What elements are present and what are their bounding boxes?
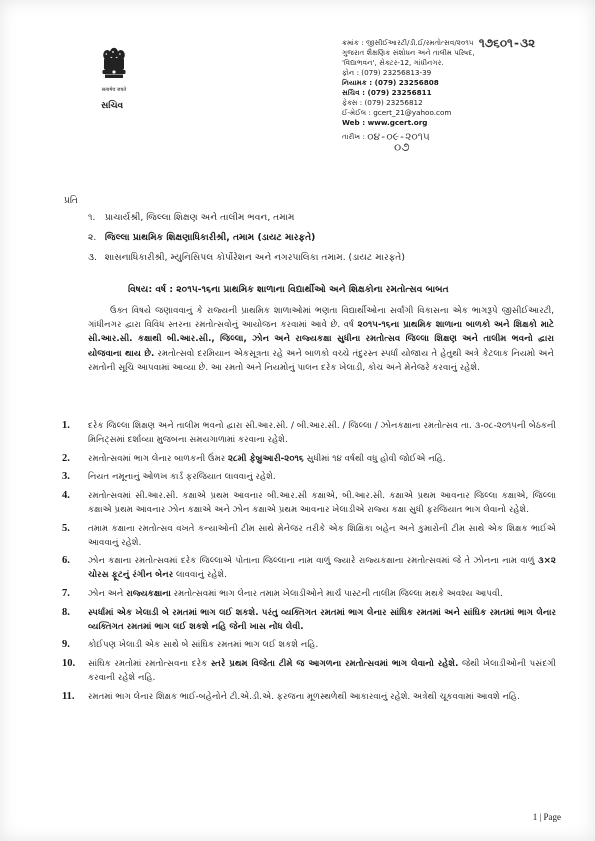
rule-item: [62, 452, 556, 466]
rule-item: [62, 522, 556, 550]
rule-text: સુધીમાં ૧૪ વર્ષથી વધુ હોવી જોઈએ નહિ.: [303, 453, 446, 464]
rule-text: રમતોત્સવમાં ભાગ લેનાર તમામ ખેલાડીઓને માર્ચ પાસ્ટની તાલીમ જિલ્લા મથકે અવશ્ય આપવી.: [170, 588, 503, 599]
intro-text: ઉક્ત વિષયે જણાવવાનું કે રાજ્યની પ્રાથમિક શાળાઓમાં ભણતા વિદ્યાર્થીઓના સર્વાંગી વિકાસના એક ભાગરૂપે જીસીઈઆરટી, ગાંધીનગર દ્વારા વિવિધ સ્તરના રમતોત્સવોનું આયોજન કરવામાં આવે છે. વર્ષ: [88, 306, 554, 331]
rule-item: [62, 489, 556, 517]
address-line: 'વિદ્યાભવન', સેક્ટર-12, ગાંધીનગર.: [342, 58, 444, 67]
to-label: પ્રતિ: [64, 196, 78, 206]
rule-item: [62, 638, 556, 652]
recipient-text: પ્રાચાર્યશ્રી, જિલ્લા શિક્ષણ અને તાલીમ ભવન, તમામ: [104, 212, 295, 223]
rule-number: 5.: [62, 522, 70, 534]
rule-bold-text: ૩×૨ ચોરસ ફૂટનું રંગીન બેનર: [88, 556, 556, 581]
rule-text: કોઈપણ ખેલાડી એક સાથે બે સાંઘિક રમતમાં ભાગ લઈ શકશે નહિ.: [88, 640, 319, 651]
rule-number: 1.: [62, 420, 70, 431]
rules-list: [62, 419, 556, 708]
rule-number: 4.: [62, 489, 70, 501]
rule-text: ઝોન અને: [88, 588, 127, 599]
rule-number: 11.: [62, 690, 75, 702]
rule-bold-text: સ્તરે પ્રથમ વિજેતા ટીમે જ આગળના રમતોત્સવમાં ભાગ લેવાનો રહેશે.: [210, 658, 459, 669]
contact-line: નિયામક : (079) 23256808: [342, 78, 439, 87]
rule-text: રમતોત્સવમાં સી.આર.સી. કક્ષાએ પ્રથમ આવનાર બી.આર.સી કક્ષાએ, બી.આર.સી. કક્ષાએ પ્રથમ આવનાર જિલ્લા કક્ષાએ, જિલ્લા કક્ષાએ પ્રથમ આવનાર ઝોન કક્ષાએ અને ઝોન કક્ષાએ પ્રથમ આવનાર ખેલાડીએ રાજ્ય કક્ષા સુધી ફરજિયાત ભાગ લેવાનો રહેશે.: [88, 490, 556, 515]
address-line: ગુજરાત શૈક્ષણિક સંશોધન અને તાલીમ પરિષદ,: [342, 48, 475, 57]
rule-item: [62, 657, 556, 685]
rule-text: જેથી ખેલાડીઓની પસંદગી કરવાની રહેશે નહિ.: [88, 658, 557, 683]
rule-text: લાવવાનું રહેશે.: [173, 570, 227, 581]
rule-number: 7.: [62, 587, 70, 599]
recipient-number: ૩.: [88, 252, 98, 263]
ashoka-emblem-icon: [99, 44, 129, 86]
intro-bold-text: ૨૦૧૫-૧૬ના પ્રાથમિક શાળાના બાળકો અને શિક્ષકો માટે સી.આર.સી. કક્ષાથી બી.આર.સી., જિલ્લા, ઝોન અને રાજ્યકક્ષા સુધીના રમતોત્સવ જિલ્લા શિક્ષણ અને તાલીમ ભવનો દ્વારા યોજવાના થાય છે.: [88, 320, 555, 359]
recipient-item: [88, 212, 295, 223]
rule-item: [62, 554, 556, 582]
email-line: ઈ-મેઈલ : gcert_21@yahoo.com: [342, 108, 452, 117]
letterhead-details: [342, 38, 562, 154]
contact-line: ફોન : (079) 23256813-39: [342, 68, 432, 77]
rule-text: રમતોત્સવમાં ભાગ લેનાર બાળકની ઉંમર: [88, 453, 228, 464]
state-emblem: [94, 44, 134, 93]
date-label: તારીખ :: [342, 132, 365, 141]
rule-bold-text: સ્પર્ધામાં એક ખેલાડી બે રમતમાં ભાગ લઈ શકશે. પરંતુ વ્યક્તિગત રમતમાં ભાગ લેનાર સાંઘિક રમતમાં અને સાંઘિક રમતમાં ભાગ લેનાર વ્યક્તિગત રમતમાં ભાગ લઈ શકશે નહિ જેની ખાસ નોંધ લેવી.: [88, 607, 556, 632]
recipient-number: ૨.: [88, 232, 97, 243]
rule-number: 6.: [62, 555, 70, 567]
rule-text: ઝોન કક્ષાના રમતોત્સવમાં દરેક જિલ્લાએ પોતાના જિલ્લાના નામ વાળું જ્યારે રાજ્યકક્ષાના રમતોત્સવમાં જે તે ઝોનના નામ વાળું: [88, 556, 538, 567]
rule-item: [62, 690, 556, 704]
rule-item: [62, 419, 556, 447]
date-line: [342, 132, 562, 142]
recipient-text: શાસનાધિકારીશ્રી, મ્યુનિસિપલ કોર્પોરેશન અને નગરપાલિકા તમામ. (ડાયટ મારફતે): [104, 252, 405, 263]
recipient-number: ૧.: [88, 212, 96, 223]
rule-text: દરેક જિલ્લા શિક્ષણ અને તાલીમ ભવનો દ્વારા સી.આર.સી. / બી.આર.સી. / જિલ્લા / ઝોનકક્ષાના રમતોત્સવ તા. ૩-૦૮-૨૦૧૫ની બેઠકની મિનિટ્સમાં દર્શાવ્યા મુજબના સમયગાળામાં કરવાના રહેશે.: [88, 421, 556, 446]
rule-number: 2.: [62, 452, 70, 464]
recipient-item: [88, 232, 315, 243]
reference-label: ક્રમાંક : જીસીઈઆરટી/ડી.ઈ/રમતોત્સવ/૨૦૧૫: [342, 38, 474, 47]
office-title: સચિવ: [101, 101, 124, 111]
rule-number: 3.: [62, 471, 70, 483]
rule-item: [62, 470, 556, 484]
date-value: ૦૪-૦૯-૨૦૧૫: [367, 132, 430, 142]
rule-number: 8.: [62, 606, 70, 618]
rule-bold-text: ૨૮મી ફેબ્રુઆરી-૨૦૧૬: [227, 453, 304, 464]
reference-handwritten: ૧૭૬૦૧-૩૨: [478, 38, 536, 48]
date-hand-number: ૦૭: [394, 142, 410, 154]
rule-text: તમામ કક્ષાના રમતોત્સવ વખતે કન્યાઓની ટીમ સાથે મેનેજર તરીકે એક શિક્ષિકા બહેન અને કુમારોની ટીમ સાથે એક શિક્ષક ભાઈએ આવવાનું રહેશે.: [88, 523, 556, 548]
subject-line: વિષય: વર્ષ : ૨૦૧૫-૧૬ના પ્રાથમિક શાળાના વિદ્યાર્થીઓ અને શિક્ષકોના રમતોત્સવ બાબત: [128, 284, 449, 295]
intro-text: રમતોત્સવો દરમિયાન એકસૂત્રતા રહે અને બાળકો વચ્ચે તંદુરસ્ત સ્પર્ધા યોજાય તે હેતુથી અત્રે કેટલાક નિયમો અને રમતોની સૂચિ આપવામાં આવ્યા છે. આ રમતો અને નિયમોનું પાલન દરેક ખેલાડી, કોચ અને મેનેજરે કરવાનું રહેશે.: [88, 348, 555, 373]
recipient-text: જિલ્લા પ્રાથમિક શિક્ષણાધિકારીશ્રી, તમામ (ડાયટ મારફતે): [104, 232, 316, 243]
reference-number: [342, 38, 562, 48]
rule-text: સાંઘિક રમતોમાં રમતોત્સવના દરેક: [88, 658, 211, 669]
rule-item: [62, 606, 556, 634]
intro-paragraph: [88, 304, 554, 375]
contact-line: સચિવ : (079) 23256811: [342, 88, 432, 97]
contact-line: ફેક્સ : (079) 23256812: [342, 98, 423, 107]
website-line: Web : www.gcert.org: [342, 118, 428, 127]
rule-bold-text: રાજ્યકક્ષાના: [126, 588, 171, 599]
rule-number: 9.: [62, 639, 70, 651]
page-number: 1 | Page: [532, 812, 561, 822]
rule-text: રમતમાં ભાગ લેનાર શિક્ષક ભાઈ-બહેનોને ટી.એ.ડી.એ. ફરજના મૂળસ્થળેથી આકારવાનું રહેશે. અત્રેથી ચૂકવવામાં આવશે નહિ.: [88, 691, 520, 702]
rule-text: નિયત નમૂનાનું ઓળખ કાર્ડ ફરજિયાત લાવવાનું રહેશે.: [88, 472, 276, 483]
date-handwritten-extra: [342, 142, 562, 154]
emblem-motto: सत्यमेव जयते: [101, 87, 127, 93]
rule-item: [62, 587, 556, 601]
rule-number: 10.: [62, 657, 76, 669]
recipient-item: [88, 252, 405, 263]
